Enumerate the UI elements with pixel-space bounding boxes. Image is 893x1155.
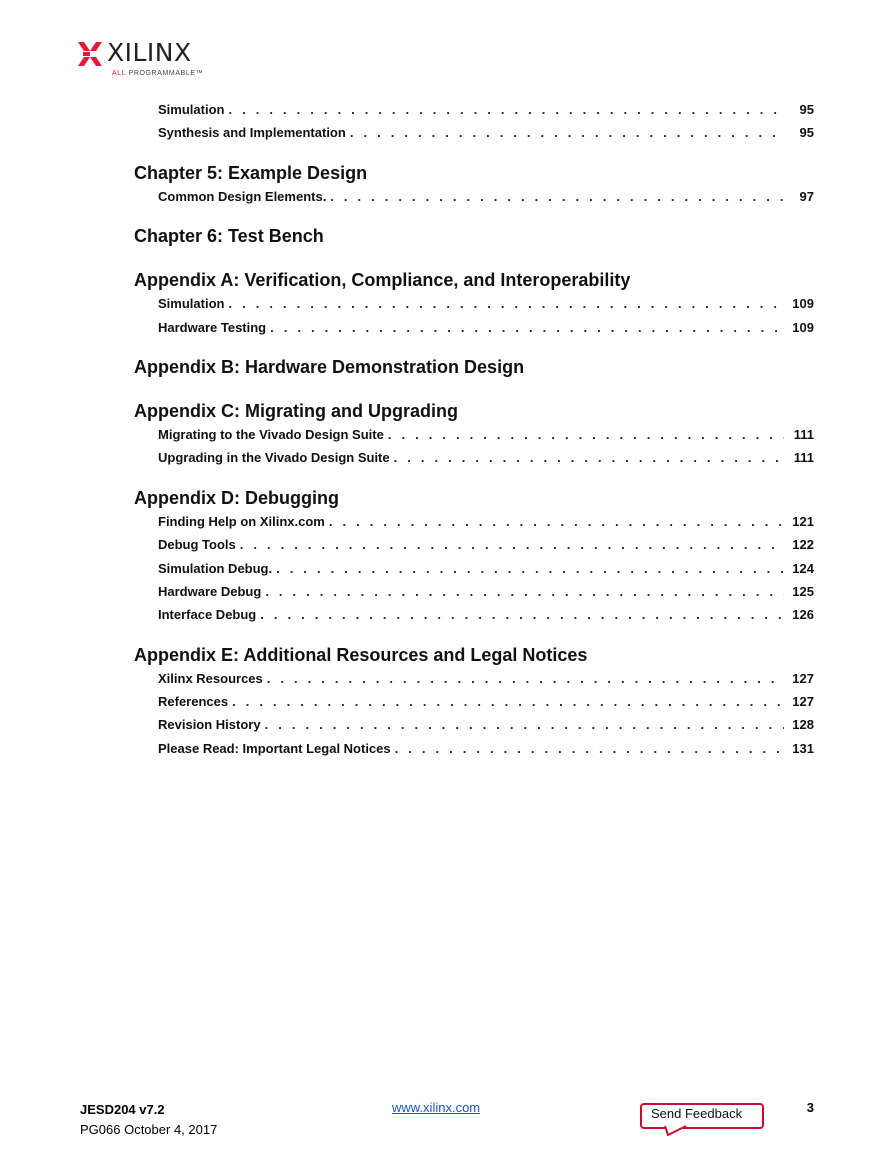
toc-section-entries	[134, 185, 814, 208]
toc-leader-dots	[276, 557, 784, 580]
table-of-contents	[134, 98, 814, 760]
toc-entry[interactable]	[134, 737, 814, 760]
toc-entry[interactable]	[134, 713, 814, 736]
toc-entry[interactable]	[134, 690, 814, 713]
brand-tagline	[112, 70, 203, 77]
toc-entry-page: 126	[792, 607, 814, 623]
toc-entry-label: Hardware Debug	[158, 583, 262, 599]
toc-leader-dots	[265, 580, 784, 603]
toc-heading-appendix-d[interactable]: Appendix D: Debugging	[134, 487, 339, 508]
toc-section-entries	[134, 510, 814, 627]
toc-entry[interactable]	[134, 423, 814, 446]
toc-entry-page: 127	[792, 670, 814, 686]
toc-entry-label: Finding Help on Xilinx.com	[158, 513, 325, 529]
toc-entry-page: 95	[799, 125, 814, 141]
footer-product: JESD204 v7.2	[80, 1102, 165, 1117]
toc-entry-label: Simulation Debug.	[158, 560, 273, 576]
toc-entry-label: Interface Debug	[158, 607, 257, 623]
toc-entry-label: Simulation	[158, 102, 225, 117]
footer-doc-date: PG066 October 4, 2017	[80, 1122, 218, 1137]
toc-heading-appendix-c[interactable]: Appendix C: Migrating and Upgrading	[134, 400, 458, 421]
toc-entry-page: 122	[792, 537, 814, 553]
toc-entry-label: Debug Tools	[158, 537, 236, 553]
toc-leader-dots	[388, 423, 784, 446]
toc-entry[interactable]	[134, 316, 814, 339]
toc-entry[interactable]	[134, 446, 814, 469]
toc-entry-page: 124	[792, 560, 814, 576]
toc-entry-label: References	[158, 694, 229, 710]
toc-leader-dots	[395, 737, 784, 760]
toc-entry-page: 109	[792, 319, 814, 335]
toc-entry[interactable]	[134, 510, 814, 533]
toc-entry-label: Revision History	[158, 717, 261, 733]
toc-leader-dots	[228, 292, 784, 315]
toc-section-entries	[134, 292, 814, 339]
toc-entry-page: 111	[793, 450, 814, 466]
footer-url-link[interactable]: www.xilinx.com	[392, 1100, 481, 1115]
xilinx-logo-icon	[78, 42, 102, 66]
toc-entry-label: Migrating to the Vivado Design Suite	[158, 426, 384, 442]
brand-tagline-tm: ™	[195, 70, 204, 77]
toc-leader-dots	[267, 667, 784, 690]
toc-leader-dots	[240, 533, 784, 556]
toc-entry-page: 127	[792, 694, 814, 710]
toc-entry-page: 121	[792, 513, 814, 529]
toc-leader-dots	[350, 121, 784, 144]
toc-leader-dots	[270, 316, 784, 339]
speech-bubble-tail-icon	[664, 1125, 690, 1137]
toc-entry[interactable]	[134, 292, 814, 315]
toc-entry-page: 128	[792, 717, 814, 733]
toc-entry-page: 95	[799, 102, 814, 117]
toc-entry[interactable]	[134, 121, 814, 144]
toc-entry-page: 109	[792, 296, 814, 312]
toc-heading-chapter-5[interactable]: Chapter 5: Example Design	[134, 162, 368, 183]
brand-tagline-rest: PROGRAMMABLE	[126, 70, 196, 77]
toc-entry-label: Simulation	[158, 296, 225, 312]
toc-entry[interactable]	[134, 185, 814, 208]
footer-doc-info	[80, 1100, 217, 1140]
toc-section-entries	[134, 98, 814, 145]
toc-entry-label: Please Read: Important Legal Notices	[158, 740, 391, 756]
toc-entry-page: 97	[799, 188, 814, 204]
toc-entry[interactable]	[134, 533, 814, 556]
toc-leader-dots	[260, 603, 784, 626]
toc-section-entries	[134, 667, 814, 761]
toc-entry[interactable]	[134, 603, 814, 626]
toc-entry-page: 131	[792, 740, 814, 756]
toc-entry-label: Synthesis and Implementation	[158, 125, 346, 141]
toc-leader-dots	[228, 98, 784, 121]
toc-leader-dots	[330, 185, 784, 208]
toc-entry[interactable]	[134, 667, 814, 690]
toc-heading-appendix-a[interactable]: Appendix A: Verification, Compliance, and Interoperability	[134, 270, 631, 291]
toc-entry-page: 111	[793, 426, 814, 442]
page-number: 3	[806, 1100, 814, 1115]
xilinx-logo	[78, 40, 218, 82]
toc-leader-dots	[329, 510, 784, 533]
toc-leader-dots	[232, 690, 784, 713]
toc-section-entries	[134, 423, 814, 470]
toc-leader-dots	[394, 446, 784, 469]
toc-leader-dots	[265, 713, 784, 736]
toc-entry-label: Xilinx Resources	[158, 670, 263, 686]
toc-heading-appendix-e[interactable]: Appendix E: Additional Resources and Legal Notices	[134, 644, 588, 665]
toc-entry-page: 125	[792, 583, 814, 599]
send-feedback-label: Send Feedback	[651, 1106, 743, 1121]
toc-entry[interactable]	[134, 580, 814, 603]
toc-entry[interactable]	[134, 98, 814, 121]
toc-entry-label: Hardware Testing	[158, 319, 267, 335]
send-feedback-button[interactable]	[640, 1103, 762, 1127]
toc-entry-label: Common Design Elements.	[158, 188, 327, 204]
toc-entry-label: Upgrading in the Vivado Design Suite	[158, 450, 390, 466]
brand-tagline-highlight: ALL	[112, 70, 126, 77]
toc-heading-chapter-6[interactable]: Chapter 6: Test Bench	[134, 226, 324, 247]
toc-entry[interactable]	[134, 557, 814, 580]
toc-heading-appendix-b[interactable]: Appendix B: Hardware Demonstration Design	[134, 356, 525, 377]
brand-name: XILINX	[107, 38, 192, 67]
